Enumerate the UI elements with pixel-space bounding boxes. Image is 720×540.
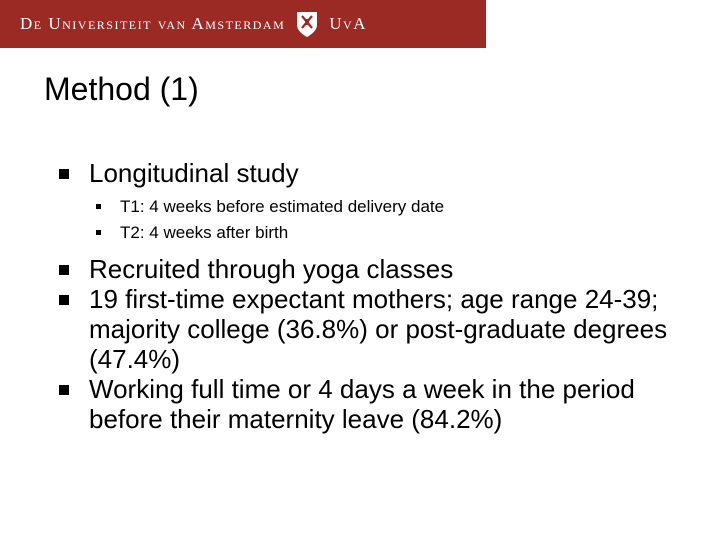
sub-bullet-text: T1: 4 weeks before estimated delivery date xyxy=(120,197,445,216)
small-square-bullet-icon xyxy=(96,204,101,209)
slide-content xyxy=(58,158,678,434)
bullet-text: Recruited through yoga classes xyxy=(89,254,454,284)
slide-title: Method (1) xyxy=(44,71,199,107)
bullet-text: Working full time or 4 days a week in the period before their maternity leave (84.2%) xyxy=(89,374,635,434)
sub-bullet-item xyxy=(58,194,678,220)
university-name: De Universiteit van Amsterdam xyxy=(20,14,286,33)
square-bullet-icon xyxy=(59,169,69,179)
bullet-item xyxy=(58,374,678,434)
bullet-text: Longitudinal study xyxy=(89,158,299,188)
bullet-text: 19 first-time expectant mothers; age range 24-39; majority college (36.8%) or post-graduate degrees (47.4%) xyxy=(89,284,668,374)
sub-bullet-item xyxy=(58,220,678,246)
sub-bullet-text: T2: 4 weeks after birth xyxy=(120,223,289,242)
square-bullet-icon xyxy=(59,385,69,395)
university-crest-icon xyxy=(295,10,319,38)
square-bullet-icon xyxy=(59,265,69,275)
bullet-item xyxy=(58,158,678,188)
square-bullet-icon xyxy=(59,295,69,305)
university-abbreviation: UvA xyxy=(329,14,367,33)
bullet-item xyxy=(58,284,678,374)
bullet-item xyxy=(58,254,678,284)
university-banner xyxy=(0,0,486,48)
small-square-bullet-icon xyxy=(96,230,101,235)
